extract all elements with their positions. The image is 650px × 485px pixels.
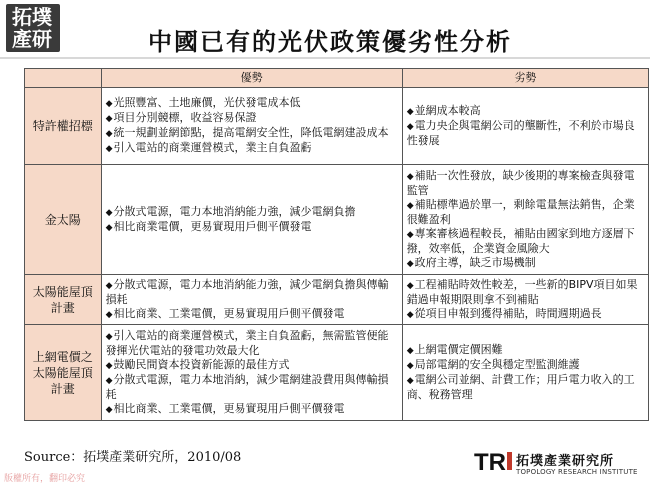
advantages-cell <box>101 325 402 421</box>
header-advantages: 優勢 <box>101 69 402 88</box>
table-row <box>25 325 649 421</box>
disadvantage-item: ◆ 局部電網的安全與穩定型監測維護 <box>407 358 644 373</box>
policy-name: 上網電價之太陽能屋頂計畫 <box>25 325 102 421</box>
advantages-cell <box>101 88 402 165</box>
tri-logo-icon <box>474 448 514 474</box>
disadvantage-item: ◆ 工程補貼時效性較差，一些新的BIPV項目如果錯過申報期限則拿不到補貼 <box>407 278 644 307</box>
table-row <box>25 88 649 165</box>
advantage-item: ◆ 項目分別競標，收益容易保證 <box>106 111 398 126</box>
logo-line-1: 拓墣 <box>12 5 52 29</box>
disadvantage-item: ◆ 電力央企與電網公司的壟斷性，不利於市場良性發展 <box>407 119 644 148</box>
advantage-item: ◆ 相比商業、工業電價，更易實現用戶側平價發電 <box>106 307 398 322</box>
disadvantage-item: ◆ 從項目申報到獲得補貼，時間週期過長 <box>407 307 644 322</box>
advantage-item: ◆ 鼓勵民間資本投資新能源的最佳方式 <box>106 358 398 373</box>
advantage-item: ◆ 分散式電源，電力本地消納能力強，減少電網負擔 <box>106 205 398 220</box>
advantage-item: ◆ 引入電站的商業運營模式，業主自負盈虧，無需監管便能發揮光伏電站的發電功效最大化 <box>106 329 398 358</box>
table-row <box>25 275 649 325</box>
advantages-cell <box>101 275 402 325</box>
disadvantages-cell <box>402 165 648 275</box>
policy-name: 太陽能屋頂計畫 <box>25 275 102 325</box>
brand-name: 拓墣產業研究所 <box>516 454 615 469</box>
svg-text:TR: TR <box>474 449 506 474</box>
policy-comparison-table <box>24 68 649 421</box>
disadvantage-item: ◆ 上網電價定價困難 <box>407 343 644 358</box>
advantage-item: ◆ 相比商業、工業電價，更易實現用戶側平價發電 <box>106 402 398 417</box>
header-category <box>25 69 102 88</box>
advantage-item: ◆ 分散式電源，電力本地消納，減少電網建設費用與傳輸損耗 <box>106 373 398 402</box>
institute-logo <box>6 4 60 52</box>
source-note: Source：拓墣產業研究所，2010/08 <box>24 450 242 465</box>
disadvantage-item: ◆ 電網公司並網、計費工作；用戶電力收入的工商、稅務管理 <box>407 373 644 402</box>
advantage-item: ◆ 光照豐富、土地廉價，光伏發電成本低 <box>106 96 398 111</box>
disadvantage-item: ◆ 補貼標準過於單一，剩餘電量無法銷售，企業很難盈利 <box>407 198 644 227</box>
policy-name: 金太陽 <box>25 165 102 275</box>
page-title: 中國已有的光伏政策優劣性分析 <box>148 27 512 56</box>
brand-tagline: TOPOLOGY RESEARCH INSTITUTE <box>516 468 638 476</box>
advantages-cell <box>101 165 402 275</box>
disadvantage-item: ◆ 專案審核過程較長，補貼由國家到地方逐層下撥，效率低，企業資金風險大 <box>407 227 644 256</box>
disadvantage-item: ◆ 並網成本較高 <box>407 104 644 119</box>
logo-line-2: 產研 <box>12 27 52 51</box>
disadvantage-item: ◆ 政府主導，缺乏市場機制 <box>407 256 644 271</box>
policy-name: 特許權招標 <box>25 88 102 165</box>
table-row <box>25 165 649 275</box>
copyright-notice: 版權所有，翻印必究 <box>4 474 86 484</box>
disadvantages-cell <box>402 325 648 421</box>
advantage-item: ◆ 統一規劃並網節點，提高電網安全性，降低電網建設成本 <box>106 126 398 141</box>
disadvantages-cell <box>402 275 648 325</box>
title-divider <box>0 57 650 59</box>
table-header-row <box>25 69 649 88</box>
disadvantages-cell <box>402 88 648 165</box>
disadvantage-item: ◆ 補貼一次性發放，缺少後期的專案檢查與發電監管 <box>407 169 644 198</box>
advantage-item: ◆ 引入電站的商業運營模式，業主自負盈虧 <box>106 141 398 156</box>
advantage-item: ◆ 相比商業電價，更易實現用戶側平價發電 <box>106 220 398 235</box>
header-disadvantages: 劣勢 <box>402 69 648 88</box>
advantage-item: ◆ 分散式電源，電力本地消納能力強，減少電網負擔與傳輸損耗 <box>106 278 398 307</box>
